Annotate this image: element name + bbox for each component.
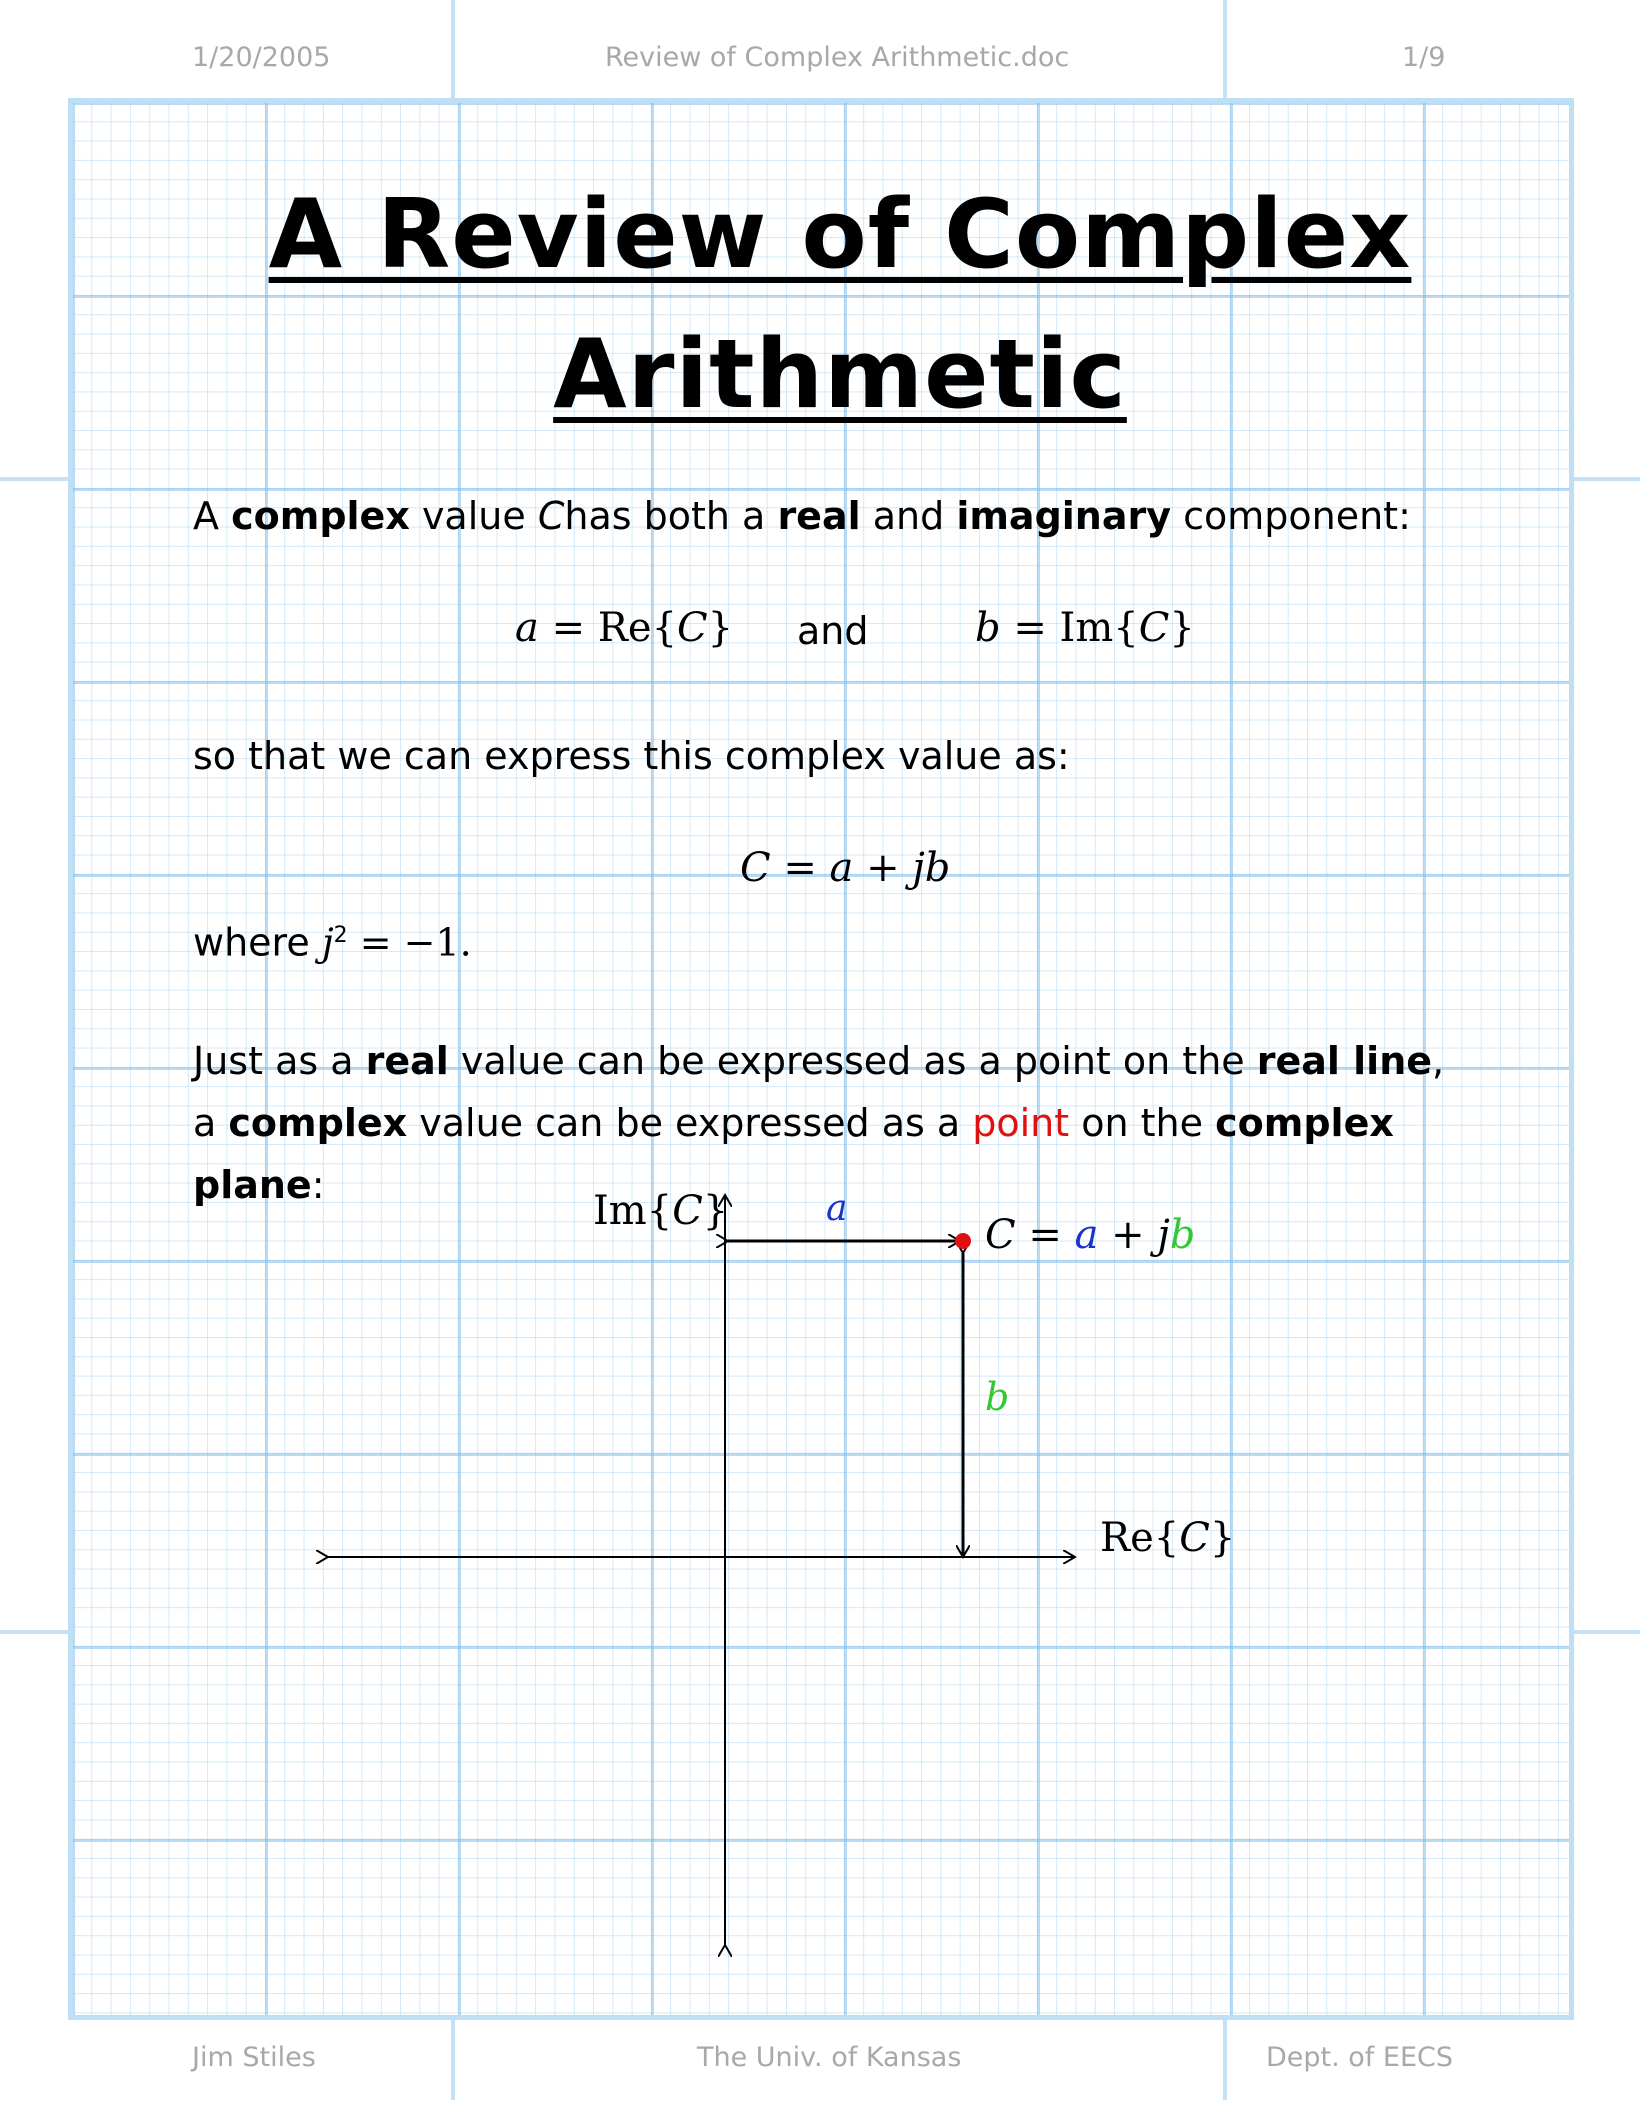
re-expression: = Re{ bbox=[551, 605, 678, 651]
equation-and: and bbox=[797, 609, 869, 653]
paragraph-express: so that we can express this complex value as: bbox=[193, 734, 1070, 778]
brace-close: } bbox=[702, 1188, 729, 1234]
text-and: and bbox=[872, 494, 945, 538]
text-has-both: has both a bbox=[564, 494, 766, 538]
t11: plane bbox=[193, 1163, 312, 1207]
symbol-c: C bbox=[740, 845, 771, 891]
point-label bbox=[985, 1212, 1195, 1258]
text-value: value bbox=[421, 494, 526, 538]
symbol-c: C bbox=[672, 1188, 703, 1234]
footer-author: Jim Stiles bbox=[192, 2042, 316, 2073]
header-date: 1/20/2005 bbox=[192, 42, 331, 73]
header-filename: Review of Complex Arithmetic.doc bbox=[605, 42, 1070, 73]
brace-close: } bbox=[1169, 605, 1195, 651]
t12: : bbox=[311, 1163, 325, 1207]
text-where: where bbox=[193, 920, 310, 965]
equation-rhs: = a + jb bbox=[783, 845, 951, 891]
im-text: Im{ bbox=[593, 1188, 673, 1234]
brace-close: } bbox=[707, 605, 734, 651]
text-imaginary-bold: imaginary bbox=[956, 494, 1172, 538]
imaginary-axis-label bbox=[593, 1188, 728, 1234]
real-axis-label bbox=[1100, 1515, 1235, 1561]
symbol-a-blue: a bbox=[1074, 1212, 1099, 1258]
symbol-a: a bbox=[515, 605, 539, 651]
symbol-c: C bbox=[1138, 605, 1170, 651]
symbol-c: C bbox=[1179, 1515, 1210, 1561]
t1: Just as a bbox=[193, 1039, 354, 1083]
title-line-2: Arithmetic bbox=[553, 320, 1127, 430]
t7: complex bbox=[228, 1101, 408, 1145]
footer-department: Dept. of EECS bbox=[1266, 2042, 1454, 2073]
text-complex-bold: complex bbox=[231, 494, 410, 538]
t9: on the bbox=[1081, 1101, 1204, 1145]
b-distance-label: b bbox=[985, 1375, 1010, 1419]
im-expression: = Im{ bbox=[1013, 605, 1139, 651]
t4: real line bbox=[1256, 1039, 1433, 1083]
equals-minus-one: = −1. bbox=[359, 920, 472, 965]
plus-j: + j bbox=[1111, 1212, 1170, 1258]
symbol-j: j bbox=[321, 920, 334, 965]
t2: real bbox=[365, 1039, 449, 1083]
symbol-b: b bbox=[975, 605, 1001, 651]
symbol-b-green: b bbox=[1169, 1212, 1196, 1258]
text-component: component: bbox=[1183, 494, 1411, 538]
a-distance-label: a bbox=[826, 1188, 848, 1229]
brace-close: } bbox=[1209, 1515, 1236, 1561]
footer-university: The Univ. of Kansas bbox=[697, 2042, 962, 2073]
re-text: Re{ bbox=[1100, 1515, 1180, 1561]
t8: value can be expressed as a bbox=[419, 1101, 961, 1145]
symbol-c: C bbox=[537, 494, 565, 538]
symbol-c: C bbox=[677, 605, 708, 651]
superscript-two: 2 bbox=[333, 923, 348, 948]
equals-sign: = bbox=[1028, 1212, 1062, 1258]
complex-point bbox=[955, 1233, 971, 1249]
text-a: A bbox=[193, 494, 219, 538]
t10: complex bbox=[1215, 1101, 1394, 1145]
t5: , bbox=[1432, 1039, 1445, 1083]
header-page-number: 1/9 bbox=[1402, 42, 1446, 73]
text-point-red: point bbox=[972, 1101, 1070, 1145]
text-real-bold: real bbox=[777, 494, 861, 538]
symbol-c: C bbox=[985, 1212, 1016, 1258]
t3: value can be expressed as a point on the bbox=[460, 1039, 1245, 1083]
t6: a bbox=[193, 1101, 217, 1145]
title-line-1: A Review of Complex bbox=[268, 180, 1412, 290]
